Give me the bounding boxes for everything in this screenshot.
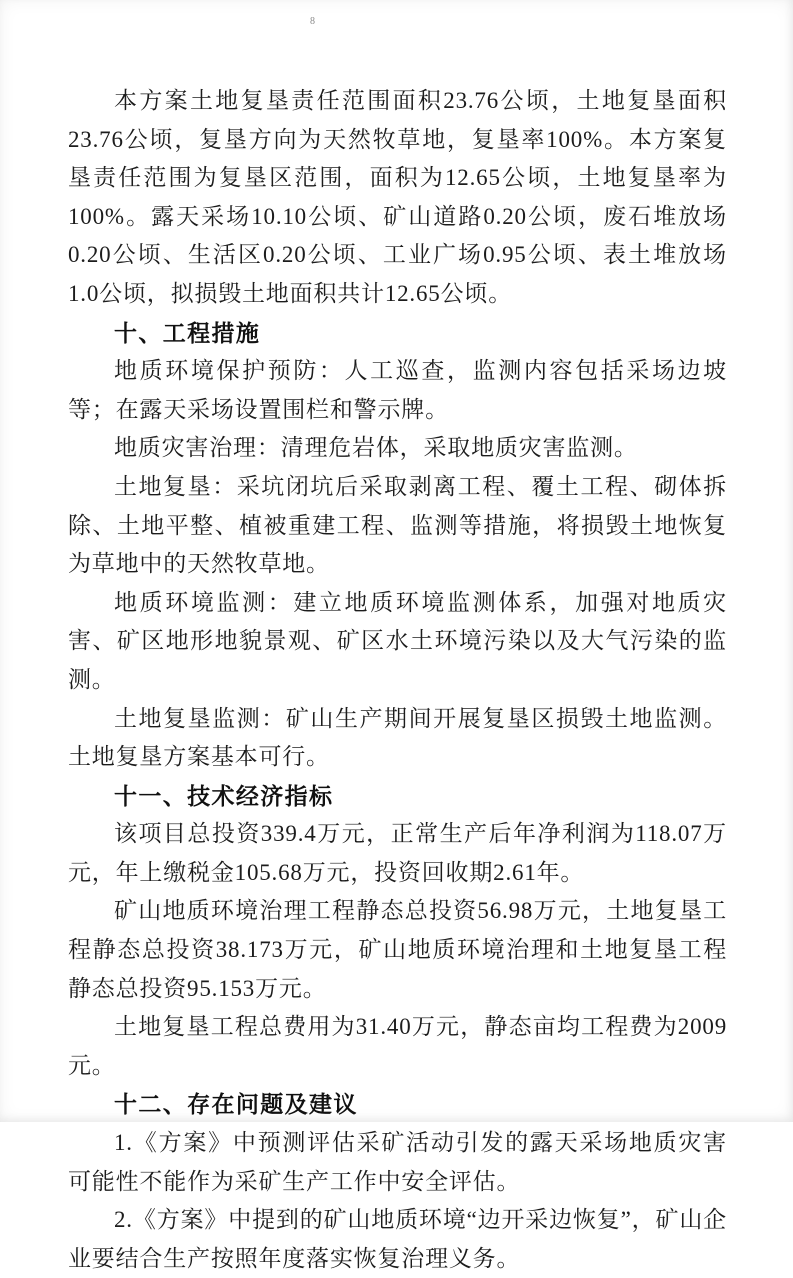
paragraph-reclamation-cost: 土地复垦工程总费用为31.40万元，静态亩均工程费为2009元。 — [68, 1014, 727, 1078]
paragraph-land-reclamation: 土地复垦：采坑闭坑后采取剥离工程、覆土工程、砌体拆除、土地平整、植被重建工程、监测等措施，将损毁土地恢复为草地中的天然牧草地。 — [68, 473, 727, 577]
paragraph-reclamation-monitoring: 土地复垦监测：矿山生产期间开展复垦区损毁土地监测。土地复垦方案基本可行。 — [68, 705, 727, 770]
section-heading-11-technical-economic-indicators: 十一、技术经济指标 — [114, 782, 334, 809]
paragraph-geo-env-monitoring: 地质环境监测：建立地质环境监测体系，加强对地质灾害、矿区地形地貌景观、矿区水土环境污染以及大气污染的监测。 — [68, 589, 727, 692]
paragraph-geo-env-prevention: 地质环境保护预防：人工巡查，监测内容包括采场边坡等；在露天采场设置围栏和警示牌。 — [68, 358, 727, 422]
paragraph-investment-overview: 该项目总投资339.4万元，正常生产后年净利润为118.07万元，年上缴税金105.68万元，投资回收期2.61年。 — [68, 821, 727, 885]
paragraph-reclamation-summary: 本方案土地复垦责任范围面积23.76公顷，土地复垦面积23.76公顷，复垦方向为天然牧草地，复垦率100%。本方案复垦责任范围为复垦区范围，面积为12.65公顷，土地复垦率为100%。露天采场10.10公顷、矿山道路0.20公顷，废石堆放场0.20公顷、生活区0.20公顷、工业广场0.95公顷、表土堆放场1.0公顷，拟损毁土地面积共计12.65公顷。 — [68, 88, 727, 306]
paragraph-geo-hazard-treatment: 地质灾害治理：清理危岩体，采取地质灾害监测。 — [114, 435, 638, 461]
paragraph-suggestion-2: 2.《方案》中提到的矿山地质环境“边开采边恢复”，矿山企业要结合生产按照年度落实恢复治理义务。 — [68, 1207, 727, 1271]
page-number: 8 — [310, 16, 315, 27]
paragraph-static-investment: 矿山地质环境治理工程静态总投资56.98万元，土地复垦工程静态总投资38.173万元，矿山地质环境治理和土地复垦工程静态总投资95.153万元。 — [68, 898, 727, 1001]
paragraph-suggestion-1: 1.《方案》中预测评估采矿活动引发的露天采场地质灾害可能性不能作为采矿生产工作中安全评估。 — [68, 1130, 727, 1194]
section-heading-12-problems-and-suggestions: 十二、存在问题及建议 — [114, 1091, 358, 1118]
section-heading-10-engineering-measures: 十、工程措施 — [114, 319, 261, 346]
document-body — [68, 82, 727, 1278]
